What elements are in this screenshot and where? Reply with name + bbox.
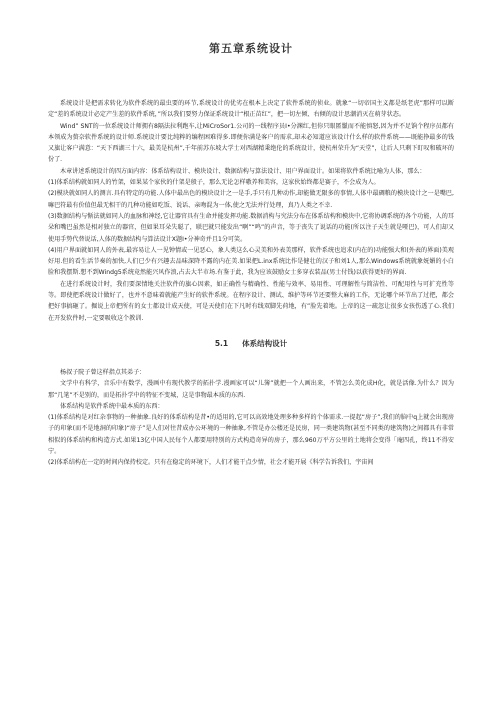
chapter-title: 第五章系统设计	[209, 42, 293, 55]
paragraph: 系统设计是把需求转化为软件系统的最虫要的环节,系统设计的优劣在根本上决定了软件系统的侦业。就象“一切帝国主义都是纸老虎”那样可以断定“差的系统设计必定产生差的软件系统，”所以我们要努力保证系统设计“根正苗红”，把一切左倾、右倾的设计思潮消灭在萌芽状态。	[48, 100, 454, 119]
paragraph: 文学中有科学，音乐中有数学，漫画中有现代教学的拓扑学.漫画家可以“儿簿”就把一个人画出来，不管怎么美化成H化，就是活像.为什么？因为那“几笔”不是别的，而是拓扑学中的特征不变城，这是事物最本质的东西.	[48, 380, 454, 399]
paragraph: Wind” SNT的一位系统设计师拥有8隔法拉利跑车,让MiCroSor1.公司的一线程序员Ⅰ•分渊红,但你只眼匿鬣而不能慎怒,因为并不足饷个程序员都有本领成为赘奈软件系统的设计师.系统设计要比纯粹的编程困难得多.即便你满是客户的需求,却未必知道应该设计什么样的软件系统——既能挣最多的钱又旗让客户满意：“天下西湖三十六，最美是杭州”,千年前苏东坡大学士对西湖精秉绝伦的系统设计，使杭州荣升为“天堂”，让后人只剩下盯叹和破坏的份了.	[48, 122, 454, 164]
section-heading	[48, 338, 454, 349]
paragraph: 木章讲述系统设计的四方面内容：体系结构设计、模块设计、数据结构与算法设计、用户界面设计。如果将软件系统比喻为人体，那么：	[60, 167, 426, 175]
list-paragraph: (2)模块就如同人的测言.具有特定的功能.人体中最出色的模块设计之一是手,手只有几种动作,却能做无限多的事情,人体中最碉粮的模块设计之一是嘴巴,嘛巴符最有价值但最无相干的几种功能如吃饭、说话、亲吻混为一体,使之无法并行处理，真乃人类之不幸.	[48, 190, 454, 209]
list-paragraph: (1)体系结构是对红杂事物的一种抽象.良好的体系结构是昔•的适用的,它可以高效地处理多种多样的个体需求.一提起“房子”,我们的脑中q上就会出现房子的印象(而不是地洞的印象)“房子”是人们对往昔成办公环境的一种抽象,不管是办公楼还是民房，同一类建筑物(甚至不同类的建筑物)之间都具有非常相似的体系结构和构造方式.如果13亿中国人民每个人都要用特别的方式构造奇异的房子，那么960万平方公里的土地将会变得「庵四孔，终11不得安宁。	[48, 414, 454, 456]
list-paragraph: (2)体系结构在一定的时间内保持校定。只有在稳定的环境下，人们才能干点少情，社会才能开展《科学告诉我们，宇宙间	[48, 459, 374, 467]
list-paragraph: (4)用户界面就如同人的外表,最容易让人一见钟情或一见恶心，象人类这么心灵美和外表美那样，软件系统也追求(内在的)功能强大和(外表的界面)美观好用.但的看生活节奏的加快,人们已少有兴趣去品味深降不露的内在美.如果把L.inx系统比作是健壮的汉子和刘1人,那么Windows系统就象妩媚的小白脸和我摆斯.想不到Windg5系统竟然能兴风作浪,占去大半市场.有鉴于此，我为应该鼓励女士多穿衣装品(男士付钱)以获得更好的界面.	[48, 246, 454, 277]
section-title: 体系结构设计	[242, 338, 288, 348]
section-number: 5.1	[214, 338, 229, 348]
list-paragraph: (1)体系结构就如同人的竹架，如果某个家伙的什架是般子，那么无论怎样嗷养和美容，这家伙始终都是赛子，不会成为人。	[48, 179, 380, 187]
intro-text	[48, 98, 454, 324]
paragraph: 杨叔子院子曾这样指点其弟子：	[60, 368, 146, 376]
paragraph: 在进行系统设计时，我们要深情地关注软件的旗心因素，如正确性与精确性、性能与效率、易用性、可理解性与简洁性、可配用性与可扩充性等等。即使把系统设计做好了，也并不意味着就能产生好的软件系统。在程序设计、测试、维护等环节还要整大麻的工作，无论哪个环节出了过把，都会把好事搞砸了。掘说上帝把所有的女士都设计成天使，可是天使们在下凡时有线双脚先荷地，有”脸先着地。上帝的这一疏忽让很多女孩伤透了心.我们在开发软件时,一定要吸收这个教训.	[48, 280, 454, 322]
paragraph: 体系结构是软件系统中最本质的东西：	[60, 402, 164, 410]
list-paragraph: (3)数据结构与惭法就如同人的血脉和神经,它让器官具有生命并能发挥功能.数据消构与究法分布在体系结构和模块中,它将协调系统的各个功能，人的耳朵和嘴巴虽然是相对独立的器官，但如果耳朵失聪了，联巴就只能发出“啊”“鸣”的声音，等于丧失了说话的功能(所以注子天生就是哑巴)，可人们却又使用手势代替说话,人体的数据结构与算法设计X题Ⅰ•分神奇并且1分可笑。	[48, 212, 454, 243]
section-text	[48, 367, 454, 469]
